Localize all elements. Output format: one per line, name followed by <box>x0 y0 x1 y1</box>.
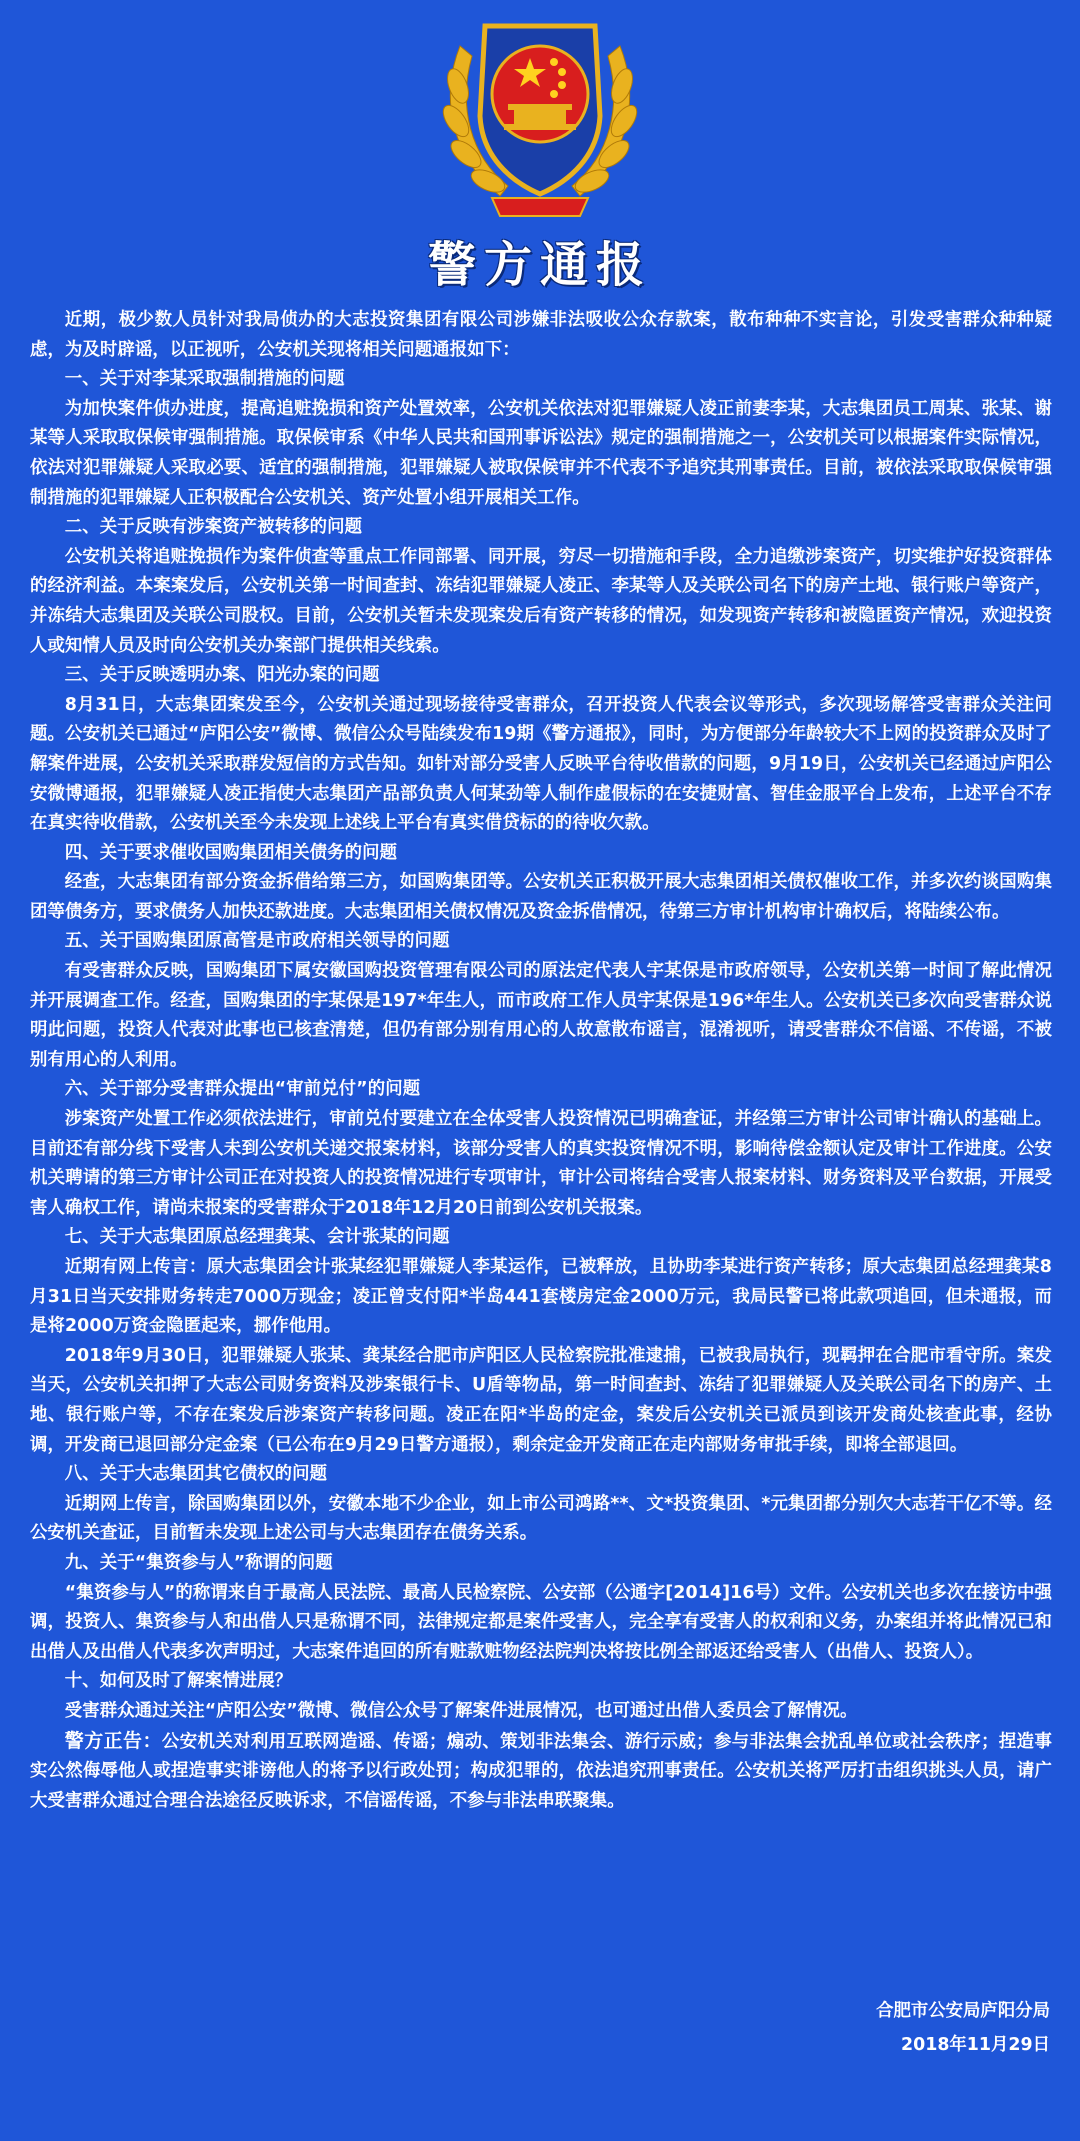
section-heading: 十、如何及时了解案情进展？ <box>64 1671 293 1692</box>
signature-date: 2018年11月29日 <box>901 2035 1050 2055</box>
section-heading: 四、关于要求催收国购集团相关债务的问题 <box>64 842 398 863</box>
notice-body <box>30 306 1052 1816</box>
section-paragraph: 近期有网上传言：原大志集团会计张某经犯罪嫌疑人李某运作，已被释放，且协助李某进行资产转移；原大志集团总经理龚某8月31日当天安排财务转走7000万现金；凌正曾支付阳*半岛441套楼房定金2000万元，我局民警已将此款项追回，但未通报，而是将2000万资金隐匿起来，挪作他用。 <box>30 1257 1052 1337</box>
section-paragraph: 为加快案件侦办进度，提高追赃挽损和资产处置效率，公安机关依法对犯罪嫌疑人凌正前妻李某，大志集团员工周某、张某、谢某等人采取取保候审强制措施。取保候审系《中华人民共和国刑事诉讼法》规定的强制措施之一，公安机关可以根据案件实际情况，依法对犯罪嫌疑人采取必要、适宜的强制措施，犯罪嫌疑人被取保候审并不代表不予追究其刑事责任。目前，被依法采取取保候审强制措施的犯罪嫌疑人正积极配合公安机关、资产处置小组开展相关工作。 <box>30 398 1052 508</box>
section-heading: 八、关于大志集团其它债权的问题 <box>64 1464 328 1485</box>
section-heading: 五、关于国购集团原高管是市政府相关领导的问题 <box>64 931 450 952</box>
section-paragraph: 有受害群众反映，国购集团下属安徽国购投资管理有限公司的原法定代表人宇某保是市政府领导，公安机关第一时间了解此情况并开展调查工作。经查，国购集团的宇某保是197*年生人，而市政府工作人员宇某保是196*年生人。公安机关已多次向受害群众说明此问题，投资人代表对此事也已核查清楚，但仍有部分别有用心的人故意散布谣言，混淆视听，请受害群众不信谣、不传谣，不被别有用心的人利用。 <box>30 961 1052 1070</box>
section-paragraph: 受害群众通过关注“庐阳公安”微博、微信公众号了解案件进展情况，也可通过出借人委员会了解情况。 <box>64 1700 858 1721</box>
warning-label: 警方正告： <box>64 1729 162 1752</box>
police-emblem-icon <box>430 6 650 231</box>
signature-block <box>876 1994 1050 2062</box>
section-paragraph: “集资参与人”的称谓来自于最高人民法院、最高人民检察院、公安部（公通字[2014]16号）文件。公安机关也多次在接访中强调，投资人、集资参与人和出借人只是称谓不同，法律规定都是案件受害人，完全享有受害人的权利和义务，办案组并将此情况已和出借人及出借人代表多次声明过，大志案件追回的所有赃款赃物经法院判决将按比例全部返还给受害人（出借人、投资人）。 <box>30 1582 1052 1662</box>
section-heading: 七、关于大志集团原总经理龚某、会计张某的问题 <box>64 1227 450 1248</box>
section-paragraph: 近期网上传言，除国购集团以外，安徽本地不少企业，如上市公司鸿路**、文*投资集团、*元集团都分别欠大志若干亿不等。经公安机关查证，目前暂未发现上述公司与大志集团存在债务关系。 <box>30 1493 1052 1544</box>
page-title: 警方通报 <box>427 237 652 293</box>
intro-paragraph: 近期，极少数人员针对我局侦办的大志投资集团有限公司涉嫌非法吸收公众存款案，散布种种不实言论，引发受害群众种种疑虑，为及时辟谣，以正视听，公安机关现将相关问题通报如下： <box>30 310 1052 360</box>
section-heading: 二、关于反映有涉案资产被转移的问题 <box>64 517 363 538</box>
section-heading: 六、关于部分受害群众提出“审前兑付”的问题 <box>64 1079 421 1100</box>
section-paragraph: 涉案资产处置工作必须依法进行，审前兑付要建立在全体受害人投资情况已明确查证，并经第三方审计公司审计确认的基础上。目前还有部分线下受害人未到公安机关递交报案材料，该部分受害人的真实投资情况不明，影响待偿金额认定及审计工作进度。公安机关聘请的第三方审计公司正在对投资人的投资情况进行专项审计，审计公司将结合受害人报案材料、财务资料及平台数据，开展受害人确权工作，请尚未报案的受害群众于2018年12月20日前到公安机关报案。 <box>30 1109 1052 1218</box>
warning-text: 公安机关对利用互联网造谣、传谣；煽动、策划非法集会、游行示威；参与非法集会扰乱单位或社会秩序；捏造事实公然侮辱他人或捏造事实诽谤他人的将予以行政处罚；构成犯罪的，依法追究刑事责任。公安机关将严厉打击组织挑头人员，请广大受害群众通过合理合法途径反映诉求，不信谣传谣，不参与非法串联聚集。 <box>30 1731 1052 1811</box>
section-heading: 一、关于对李某采取强制措施的问题 <box>64 369 345 390</box>
section-paragraph: 8月31日，大志集团案发至今，公安机关通过现场接待受害群众，召开投资人代表会议等形式，多次现场解答受害群众关注问题。公安机关已通过“庐阳公安”微博、微信公众号陆续发布19期《警方通报》，同时，为方便部分年龄较大不上网的投资群众及时了解案件进展，公安机关采取群发短信的方式告知。如针对部分受害人反映平台待收借款的问题，9月19日，公安机关已经通过庐阳公安微博通报，犯罪嫌疑人凌正指使大志集团产品部负责人何某劲等人制作虚假标的在安捷财富、智佳金服平台上发布，上述平台不存在真实待收借款，公安机关至今未发现上述线上平台有真实借贷标的的待收欠款。 <box>30 694 1052 834</box>
section-paragraph: 2018年9月30日，犯罪嫌疑人张某、龚某经合肥市庐阳区人民检察院批准逮捕，已被我局执行，现羁押在合肥市看守所。案发当天，公安机关扣押了大志公司财务资料及涉案银行卡、U盾等物品，第一时间查封、冻结了犯罪嫌疑人及关联公司名下的房产、土地、银行账户等，不存在案发后涉案资产转移问题。凌正在阳*半岛的定金，案发后公安机关已派员到该开发商处核查此事，经协调，开发商已退回部分定金案（已公布在9月29日警方通报），剩余定金开发商正在走内部财务审批手续，即将全部退回。 <box>30 1345 1052 1455</box>
section-heading: 三、关于反映透明办案、阳光办案的问题 <box>64 665 380 686</box>
warning-paragraph <box>30 1727 1052 1817</box>
signature-org: 合肥市公安局庐阳分局 <box>876 2001 1050 2021</box>
section-paragraph: 公安机关将追赃挽损作为案件侦查等重点工作同部署、同开展，穷尽一切措施和手段，全力追缴涉案资产，切实维护好投资群体的经济利益。本案案发后，公安机关第一时间查封、冻结犯罪嫌疑人凌正、李某等人及关联公司名下的房产土地、银行账户等资产，并冻结大志集团及关联公司股权。目前，公安机关暂未发现案发后有资产转移的情况，如发现资产转移和被隐匿资产情况，欢迎投资人或知情人员及时向公安机关办案部门提供相关线索。 <box>30 546 1052 656</box>
section-paragraph: 经查，大志集团有部分资金拆借给第三方，如国购集团等。公安机关正积极开展大志集团相关债权催收工作，并多次约谈国购集团等债务方，要求债务人加快还款进度。大志集团相关债权情况及资金拆借情况，待第三方审计机构审计确权后，将陆续公布。 <box>30 872 1052 922</box>
section-heading: 九、关于“集资参与人”称谓的问题 <box>64 1552 333 1573</box>
